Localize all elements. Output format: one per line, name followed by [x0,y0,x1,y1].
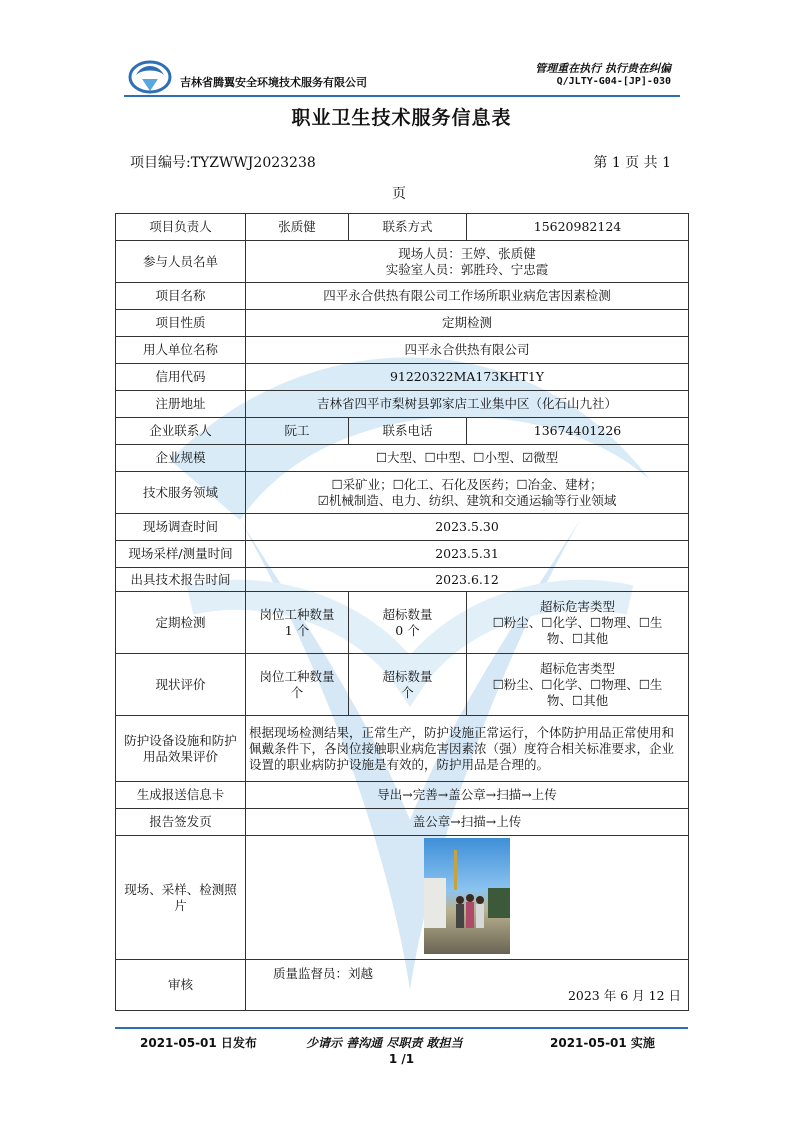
cell-label: 现状评价 [116,654,246,716]
cell-label: 技术服务领域 [116,472,246,514]
review-cell [246,960,689,1011]
table-row [116,809,689,836]
review-date: 2023 年 6 月 12 日 [567,988,681,1003]
table-row [116,445,689,472]
cell-value [467,592,689,654]
effective-date: 2021-05-01 实施 [550,1036,655,1050]
posts-label: 岗位工种数量 [259,668,335,684]
quality-supervisor: 质量监督员：刘越 [273,966,374,981]
members-line: 实验室人员：郭胜玲、宁忠霞 [385,261,549,277]
domain-line: ☑机械制造、电力、纺织、建筑和交通运输等行业领域 [317,492,617,508]
posts-value: 1 个 [284,622,310,638]
cell-label: 报告签发页 [116,809,246,836]
exceed-value: 0 个 [395,622,420,638]
cell-label: 现场、采样、检测照片 [116,836,246,960]
table-row [116,654,689,716]
header-slogan: 管理重在执行 执行贵在纠偏 [535,62,671,75]
cell-value: 四平永合供热有限公司工作场所职业病危害因素检测 [246,283,689,310]
table-row [116,364,689,391]
cell-value [246,592,349,654]
cell-label: 项目名称 [116,283,246,310]
cell-label: 生成报送信息卡 [116,782,246,809]
cell-label: 企业规模 [116,445,246,472]
cell-value: 阮工 [246,418,349,445]
page-number: 1 /1 [388,1052,415,1066]
cell-value: 张质健 [246,214,349,241]
protection-evaluation: 根据现场检测结果，正常生产，防护设施正常运行，个体防护用品正常使用和佩戴条件下，各岗位接触职业病危害因素浓（强）度符合相关标准要求，企业设置的职业病防护设施是有效的，防护用品是合理的。 [246,716,689,782]
cell-value: 91220322MA173KHT1Y [246,364,689,391]
cell-label: 联系方式 [349,214,467,241]
cell-label: 信用代码 [116,364,246,391]
posts-label: 岗位工种数量 [259,606,335,622]
table-row [116,391,689,418]
domain-checkboxes [246,472,689,514]
table-row [116,960,689,1011]
exceed-label: 超标数量 [382,606,433,622]
exceed-label: 超标数量 [382,668,433,684]
hazard-type-line: ☐粉尘、☐化学、☐物理、☐生 [492,676,663,692]
cell-label: 项目负责人 [116,214,246,241]
table-row [116,472,689,514]
photo-cell [246,836,689,960]
cell-value [467,654,689,716]
cell-label: 审核 [116,960,246,1011]
cell-label: 定期检测 [116,592,246,654]
cell-value: 2023.5.31 [246,541,689,568]
cell-value: 四平永合供热有限公司 [246,337,689,364]
cell-value [349,592,467,654]
hazard-type-label: 超标危害类型 [539,598,615,614]
info-table [115,213,689,1011]
scale-checkboxes: ☐大型、☐中型、☐小型、☑微型 [246,445,689,472]
table-row [116,310,689,337]
cell-label: 现场采样/测量时间 [116,541,246,568]
domain-line: ☐采矿业；☐化工、石化及医药；☐冶金、建材； [331,476,603,492]
page-info: 第 1 页 共 1 [593,155,671,171]
cell-label: 用人单位名称 [116,337,246,364]
table-row [116,337,689,364]
cell-label: 注册地址 [116,391,246,418]
cell-value [246,654,349,716]
table-row [116,568,689,592]
cell-value: 盖公章→扫描→上传 [246,809,689,836]
hazard-type-line: ☐粉尘、☐化学、☐物理、☐生 [492,614,663,630]
cell-label: 企业联系人 [116,418,246,445]
page-info-wrap: 页 [392,186,406,202]
cell-label: 项目性质 [116,310,246,337]
hazard-type-line: 物、☐其他 [546,692,609,708]
cell-label: 出具技术报告时间 [116,568,246,592]
cell-value: 吉林省四平市梨树县郭家店工业集中区（化石山九社） [246,391,689,418]
table-row [116,514,689,541]
exceed-value: 个 [401,684,414,700]
project-number: 项目编号:TYZWWJ2023238 [130,155,316,171]
site-photo-figures [424,838,510,954]
cell-label: 参与人员名单 [116,241,246,283]
page-title: 职业卫生技术服务信息表 [291,107,512,129]
cell-value: 2023.6.12 [246,568,689,592]
cell-value: 13674401226 [467,418,689,445]
hazard-type-label: 超标危害类型 [539,660,615,676]
release-date: 2021-05-01 日发布 [140,1036,257,1050]
cell-value [349,654,467,716]
header-divider [124,95,680,97]
table-row [116,283,689,310]
site-photo [424,838,510,954]
cell-value: 15620982124 [467,214,689,241]
company-name: 吉林省腾翼安全环境技术服务有限公司 [180,76,367,89]
footer-motto: 少请示 善沟通 尽职责 敢担当 [306,1036,463,1050]
cell-value: 导出→完善→盖公章→扫描→上传 [246,782,689,809]
table-row [116,716,689,782]
company-logo-icon [128,55,172,95]
footer-divider [115,1027,688,1029]
document-code: Q/JLTY-G04-[JP]-030 [556,76,671,87]
cell-label: 防护设备设施和防护用品效果评价 [116,716,246,782]
table-row [116,241,689,283]
cell-label: 现场调查时间 [116,514,246,541]
cell-value: 定期检测 [246,310,689,337]
hazard-type-line: 物、☐其他 [546,630,609,646]
table-row [116,592,689,654]
table-row [116,782,689,809]
table-row [116,214,689,241]
cell-value: 2023.5.30 [246,514,689,541]
posts-value: 个 [290,684,304,700]
cell-label: 联系电话 [349,418,467,445]
members-line: 现场人员：王婷、张质健 [398,245,536,261]
cell-value [246,241,689,283]
table-row [116,541,689,568]
table-row [116,836,689,960]
table-row [116,418,689,445]
